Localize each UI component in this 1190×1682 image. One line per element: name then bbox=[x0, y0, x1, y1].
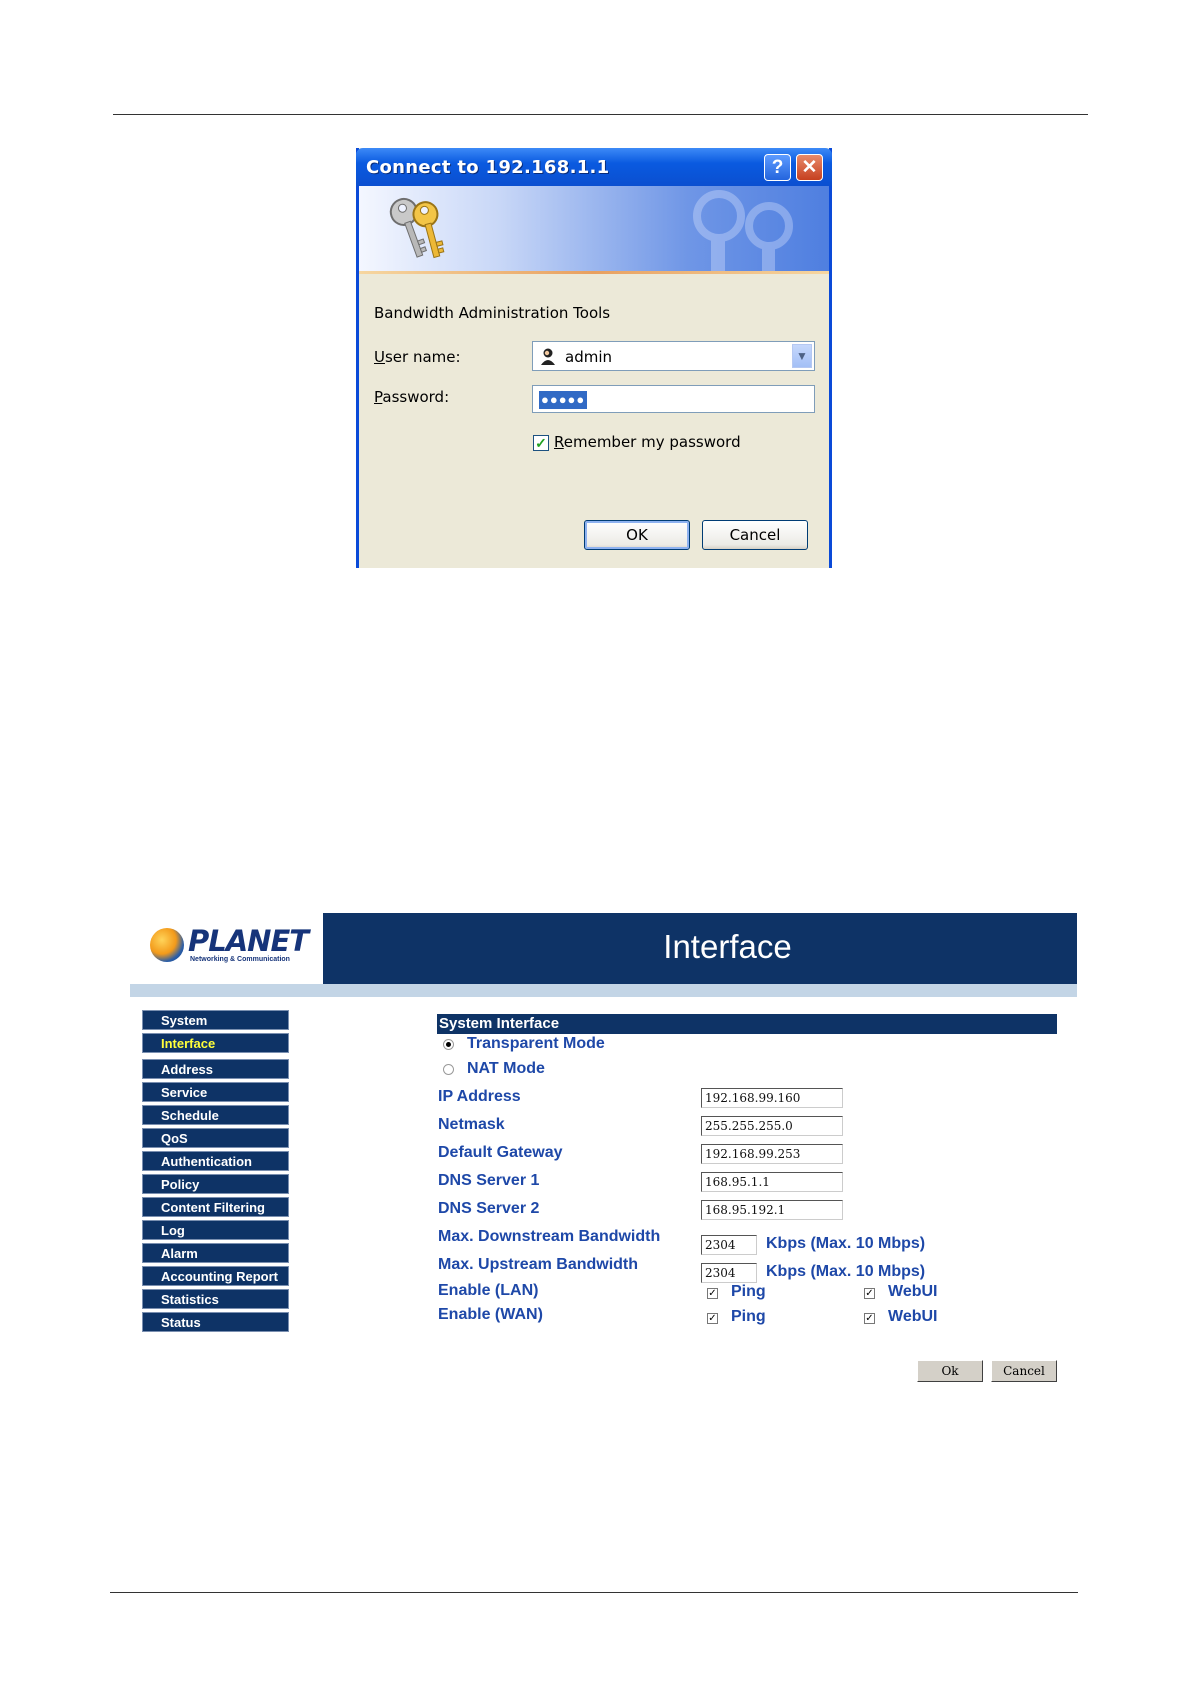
planet-logo bbox=[150, 920, 309, 966]
upstream-bandwidth-unit: Kbps (Max. 10 Mbps) bbox=[766, 1263, 926, 1280]
sidebar-item-status[interactable]: Status bbox=[142, 1312, 289, 1332]
sidebar-item-address[interactable]: Address bbox=[142, 1059, 289, 1079]
password-label bbox=[374, 388, 449, 406]
sidebar-item-content-filtering[interactable]: Content Filtering bbox=[142, 1197, 289, 1217]
help-icon[interactable]: ? bbox=[764, 154, 791, 181]
username-combobox[interactable] bbox=[532, 341, 815, 371]
default-gateway-label: Default Gateway bbox=[438, 1144, 563, 1161]
realm-text: Bandwidth Administration Tools bbox=[374, 304, 611, 322]
sidebar-item-policy[interactable]: Policy bbox=[142, 1174, 289, 1194]
close-icon[interactable]: ✕ bbox=[796, 154, 823, 181]
dns-server-2-input[interactable]: 168.95.192.1 bbox=[701, 1200, 843, 1220]
planet-globe-icon bbox=[150, 928, 184, 962]
upstream-bandwidth-input[interactable]: 2304 bbox=[701, 1263, 757, 1283]
remember-password-label[interactable] bbox=[554, 433, 741, 451]
chevron-down-icon[interactable]: ▼ bbox=[792, 344, 812, 368]
enable-wan-label: Enable (WAN) bbox=[438, 1306, 543, 1323]
dns-server-1-label: DNS Server 1 bbox=[438, 1172, 540, 1189]
cancel-button[interactable]: Cancel bbox=[702, 520, 808, 550]
brand-name: PLANET bbox=[188, 924, 309, 958]
dialog-title-bar[interactable] bbox=[356, 148, 832, 186]
downstream-bandwidth-unit: Kbps (Max. 10 Mbps) bbox=[766, 1235, 926, 1252]
password-label-rest: assword: bbox=[382, 388, 450, 406]
lan-ping-label: Ping bbox=[731, 1283, 766, 1300]
sidebar-item-authentication[interactable]: Authentication bbox=[142, 1151, 289, 1171]
section-title: System Interface bbox=[437, 1014, 1057, 1034]
page-top-rule bbox=[113, 114, 1088, 115]
form-cancel-button[interactable]: Cancel bbox=[991, 1360, 1057, 1382]
wan-webui-label: WebUI bbox=[888, 1308, 938, 1325]
netmask-input[interactable]: 255.255.255.0 bbox=[701, 1116, 843, 1136]
username-label-rest: ser name: bbox=[384, 348, 461, 366]
page-header bbox=[323, 913, 1077, 984]
sidebar-item-accounting-report[interactable]: Accounting Report bbox=[142, 1266, 289, 1286]
sidebar-item-qos[interactable]: QoS bbox=[142, 1128, 289, 1148]
banner-watermark bbox=[659, 186, 809, 273]
sidebar-item-statistics[interactable]: Statistics bbox=[142, 1289, 289, 1309]
enable-lan-label: Enable (LAN) bbox=[438, 1282, 539, 1299]
lan-webui-label: WebUI bbox=[888, 1283, 938, 1300]
netmask-label: Netmask bbox=[438, 1116, 505, 1133]
username-label-key: U bbox=[374, 348, 385, 366]
ip-address-input[interactable]: 192.168.99.160 bbox=[701, 1088, 843, 1108]
ip-address-label: IP Address bbox=[438, 1088, 521, 1105]
sidebar-item-service[interactable]: Service bbox=[142, 1082, 289, 1102]
wan-ping-label: Ping bbox=[731, 1308, 766, 1325]
downstream-bandwidth-label: Max. Downstream Bandwidth bbox=[438, 1228, 661, 1245]
transparent-mode-radio[interactable] bbox=[443, 1039, 454, 1050]
page-title: Interface bbox=[663, 928, 792, 965]
login-dialog bbox=[356, 148, 832, 568]
sidebar-item-interface[interactable]: Interface bbox=[142, 1033, 289, 1053]
banner-divider bbox=[359, 271, 829, 274]
nat-mode-label: NAT Mode bbox=[467, 1060, 545, 1077]
lan-ping-checkbox[interactable]: ✓ bbox=[708, 1288, 717, 1299]
lan-webui-checkbox[interactable]: ✓ bbox=[865, 1288, 874, 1299]
sidebar-item-schedule[interactable]: Schedule bbox=[142, 1105, 289, 1125]
sidebar-item-alarm[interactable]: Alarm bbox=[142, 1243, 289, 1263]
wan-webui-checkbox[interactable]: ✓ bbox=[865, 1313, 874, 1324]
sidebar-item-log[interactable]: Log bbox=[142, 1220, 289, 1240]
dialog-banner bbox=[359, 186, 829, 273]
username-value: admin bbox=[565, 348, 612, 366]
wan-ping-checkbox[interactable]: ✓ bbox=[708, 1313, 717, 1324]
upstream-bandwidth-label: Max. Upstream Bandwidth bbox=[438, 1256, 639, 1273]
remember-label-key: R bbox=[554, 433, 564, 451]
ok-button[interactable]: OK bbox=[584, 520, 690, 550]
sidebar-item-system[interactable]: System bbox=[142, 1010, 289, 1030]
default-gateway-input[interactable]: 192.168.99.253 bbox=[701, 1144, 843, 1164]
brand-tagline: Networking & Communication bbox=[190, 956, 290, 963]
form-ok-button[interactable]: Ok bbox=[917, 1360, 983, 1382]
transparent-mode-label: Transparent Mode bbox=[467, 1035, 605, 1052]
header-strip bbox=[130, 984, 1077, 997]
password-label-key: P bbox=[374, 388, 383, 406]
keys-icon bbox=[381, 190, 451, 264]
remember-label-rest: emember my password bbox=[563, 433, 741, 451]
nat-mode-radio[interactable] bbox=[443, 1064, 454, 1075]
dialog-title: Connect to 192.168.1.1 bbox=[366, 157, 610, 178]
remember-password-checkbox[interactable]: ✓ bbox=[533, 435, 549, 451]
downstream-bandwidth-input[interactable]: 2304 bbox=[701, 1235, 757, 1255]
password-mask: ●●●●● bbox=[541, 392, 586, 407]
password-field[interactable] bbox=[532, 385, 815, 413]
username-label bbox=[374, 348, 461, 366]
page-bottom-rule bbox=[110, 1592, 1078, 1593]
dns-server-2-label: DNS Server 2 bbox=[438, 1200, 540, 1217]
dns-server-1-input[interactable]: 168.95.1.1 bbox=[701, 1172, 843, 1192]
user-icon bbox=[539, 347, 557, 365]
